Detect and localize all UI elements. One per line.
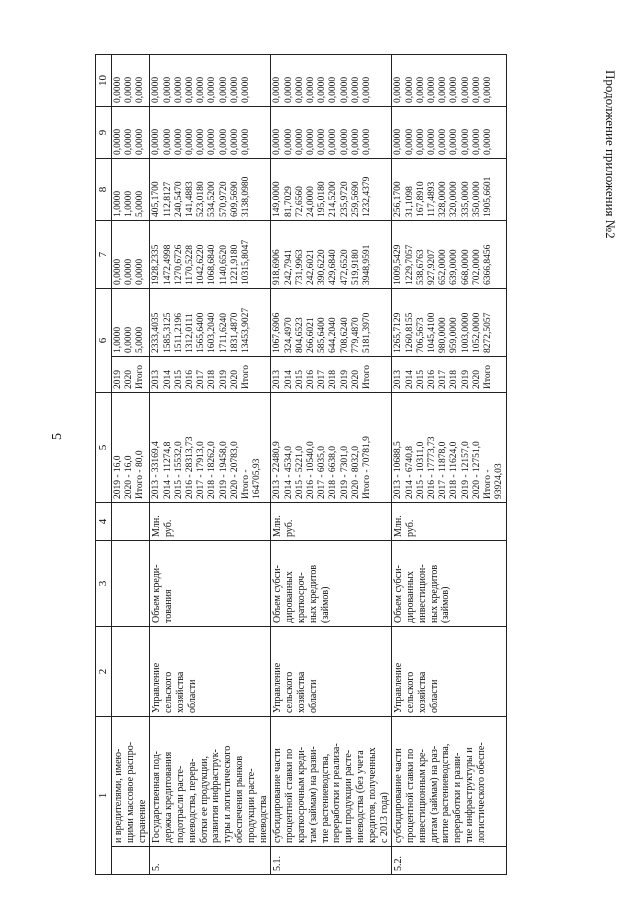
table-row (150, 55, 271, 875)
indicator: Объем креди- тования (150, 541, 271, 627)
indicator-values: 2013 - 22480,9 2014 - 4534,0 2015 - 5221,0 2016 - 10540,0 2017 - 6035,0 2018 - 6638,0 2019 - 7301,0 2020 - 8032,0 Итого - 70781,9 (271, 393, 392, 503)
years: 2019 2020 Итого (111, 357, 149, 393)
unit: Млн. руб. (392, 503, 507, 541)
page-number: 5 (50, 433, 65, 440)
funding-col7: 1928,2335 1472,4998 1270,6726 1170,5228 1042,6220 1068,6840 1140,6520 1221,9180 10315,8047 (150, 221, 271, 289)
indicator (111, 541, 149, 627)
column-header-6: 6 (96, 289, 112, 393)
column-header-2: 2 (96, 627, 112, 717)
funding-col9: 0,0000 0,0000 0,0000 0,0000 0,0000 0,0000 0,0000 0,0000 0,0000 (150, 107, 271, 159)
row-number (111, 847, 149, 875)
funding-total: 1265,7129 1260,8155 706,5673 1045,4100 980,0000 959,0000 1003,0000 1052,0000 8272,5057 (392, 289, 507, 357)
indicator-values: 2019 - 16,0 2020 - 16,0 Итого - 80,0 (111, 393, 149, 503)
column-header-3: 3 (96, 541, 112, 627)
years: 2013 2014 2015 2016 2017 2018 2019 2020 Итого (392, 357, 507, 393)
indicator: Объем субси- дированных инвестицион- ных кредитов (займов) (392, 541, 507, 627)
unit: Млн. руб. (271, 503, 392, 541)
measure-name: Государственная под- держка кредитования подотрасли расте- ниеводства, перера- ботки ее продукции, развития инфраструк- туры и логистического обеспечения рынков продукции расте- ниеводства (150, 717, 271, 847)
funding-total: 2333,4035 1585,3125 1511,2196 1312,0111 1565,6400 1603,2040 1711,6240 1831,4870 13453,9027 (150, 289, 271, 357)
funding-col9: 0,0000 0,0000 0,0000 (111, 107, 149, 159)
column-header-7: 7 (96, 221, 112, 289)
funding-col9: 0,0000 0,0000 0,0000 0,0000 0,0000 0,0000 0,0000 0,0000 0,0000 (392, 107, 507, 159)
funding-col9: 0,0000 0,0000 0,0000 0,0000 0,0000 0,0000 0,0000 0,0000 0,0000 (271, 107, 392, 159)
table-row (111, 55, 149, 875)
executor (111, 627, 149, 717)
funding-col7: 918,6906 242,7941 731,9963 242,6021 390,6220 429,6840 472,6520 519,9180 3948,9591 (271, 221, 392, 289)
measure-name: субсидирование части процентной ставки по инвестиционным кре- дитам (займам) на раз- витие растениеводства, переработки и разви- тие инфраструктуры и логистического обеспе- (392, 717, 507, 847)
funding-col10: 0,0000 0,0000 0,0000 0,0000 0,0000 0,0000 0,0000 0,0000 0,0000 (150, 55, 271, 107)
executor: Управление сельского хозяйства области (150, 627, 271, 717)
column-header-1: 1 (96, 717, 112, 875)
funding-col7: 0,0000 0,0000 0,0000 (111, 221, 149, 289)
funding-col8: 256,1700 31,1098 167,8910 117,4893 328,0000 320,0000 335,0000 350,0000 1905,6601 (392, 159, 507, 221)
row-number: 5.2. (392, 847, 507, 875)
funding-col10: 0,0000 0,0000 0,0000 0,0000 0,0000 0,0000 0,0000 0,0000 0,0000 (271, 55, 392, 107)
column-header-8: 8 (96, 159, 112, 221)
funding-total: 1067,6906 324,4970 804,6523 266,6021 585,6400 644,2040 708,6240 779,4870 5181,3970 (271, 289, 392, 357)
funding-col8: 149,0000 81,7029 72,6560 24,0000 195,0180 214,5200 235,9720 259,5690 1232,4379 (271, 159, 392, 221)
years: 2013 2014 2015 2016 2017 2018 2019 2020 Итого (271, 357, 392, 393)
appendix-header: Продолжение приложения №2 (603, 70, 618, 239)
column-header-10: 10 (96, 55, 112, 107)
row-number: 5.1. (271, 847, 392, 875)
row-number: 5. (150, 847, 271, 875)
measure-name: субсидирование части процентной ставки по краткосрочным креди- там (займам) на разви- тие растениеводства, переработки и реализа- ции продукции расте- ниеводства (без учета кредитов, полученных с 2013 года) (271, 717, 392, 847)
indicator-values: 2013 - 33169,4 2014 - 11274,8 2015 - 15532,0 2016 - 28313,73 2017 - 17913,0 2018 - 18262,0 2019 - 19458,0 2020 - 20783,0 Итого - 164705,93 (150, 393, 271, 503)
indicator: Объем субси- дированных краткосроч- ных кредитов (займов) (271, 541, 392, 627)
funding-col8: 405,1700 112,8127 240,5470 141,4883 523,0180 534,5200 570,9720 609,5690 3138,0980 (150, 159, 271, 221)
funding-total: 1,0000 0,0000 5,0000 (111, 289, 149, 357)
funding-col10: 0,0000 0,0000 0,0000 (111, 55, 149, 107)
unit: Млн. руб. (150, 503, 271, 541)
funding-col7: 1009,5429 1229,7057 538,6763 927,9207 652,0000 639,0000 668,0000 702,0000 6366,8456 (392, 221, 507, 289)
measure-name: и вредителями, имею- щими массовое распро- странение (111, 717, 149, 847)
indicator-values: 2013 - 10688,5 2014 - 6740,8 2015 - 10311,0 2016 - 17773,73 2017 - 11878,0 2018 - 11624,0 2019 - 12157,0 2020 - 12751,0 Итого - 93924,03 (392, 393, 507, 503)
program-table (95, 54, 507, 875)
executor: Управление сельского хозяйства области (392, 627, 507, 717)
funding-col8: 1,0000 1,0000 5,0000 (111, 159, 149, 221)
funding-col10: 0,0000 0,0000 0,0000 0,0000 0,0000 0,0000 0,0000 0,0000 0,0000 (392, 55, 507, 107)
unit (111, 503, 149, 541)
table-row (392, 55, 507, 875)
column-header-4: 4 (96, 503, 112, 541)
column-header-9: 9 (96, 107, 112, 159)
column-header-5: 5 (96, 393, 112, 503)
years: 2013 2014 2015 2016 2017 2018 2019 2020 Итого (150, 357, 271, 393)
table-row (271, 55, 392, 875)
executor: Управление сельского хозяйства области (271, 627, 392, 717)
column-number-row (96, 55, 112, 875)
